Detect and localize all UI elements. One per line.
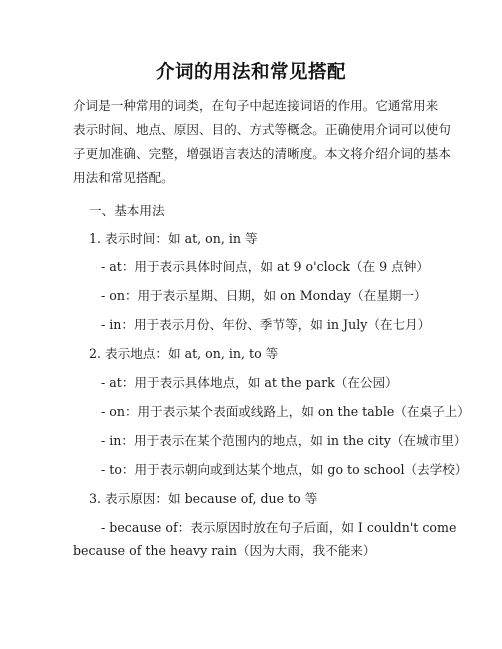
intro-line: 表示时间、地点、原因、目的、方式等概念。正确使用介词可以使句	[73, 122, 451, 137]
item-heading: 1. 表示时间：如 at, on, in 等	[89, 231, 258, 246]
list-item: - because of：表示原因时放在句子后面，如 I couldn't come	[101, 520, 457, 535]
section-heading: 一、基本用法	[89, 203, 165, 218]
intro-line: 子更加准确、完整，增强语言表达的清晰度。本文将介绍介词的基本	[73, 146, 451, 161]
list-item-continuation: because of the heavy rain（因为大雨，我不能来）	[73, 543, 376, 558]
list-item: - in：用于表示在某个范围内的地点，如 in the city（在城市里）	[101, 433, 467, 448]
list-item: - on：用于表示某个表面或线路上，如 on the table（在桌子上）	[101, 404, 470, 419]
list-item: - to：用于表示朝向或到达某个地点，如 go to school（去学校）	[101, 462, 468, 477]
item-heading: 2. 表示地点：如 at, on, in, to 等	[89, 346, 279, 361]
intro-line: 用法和常见搭配。	[73, 170, 174, 185]
page-title: 介词的用法和常见搭配	[155, 62, 346, 83]
list-item: - at：用于表示具体时间点，如 at 9 o'clock（在 9 点钟）	[101, 259, 429, 274]
list-item: - on：用于表示星期、日期，如 on Monday（在星期一）	[101, 288, 427, 303]
item-heading: 3. 表示原因：如 because of, due to 等	[89, 491, 318, 506]
list-item: - in：用于表示月份、年份、季节等，如 in July（在七月）	[101, 317, 431, 332]
intro-line: 介词是一种常用的词类，在句子中起连接词语的作用。它通常用来	[73, 98, 439, 113]
list-item: - at：用于表示具体地点，如 at the park（在公园）	[101, 375, 398, 390]
